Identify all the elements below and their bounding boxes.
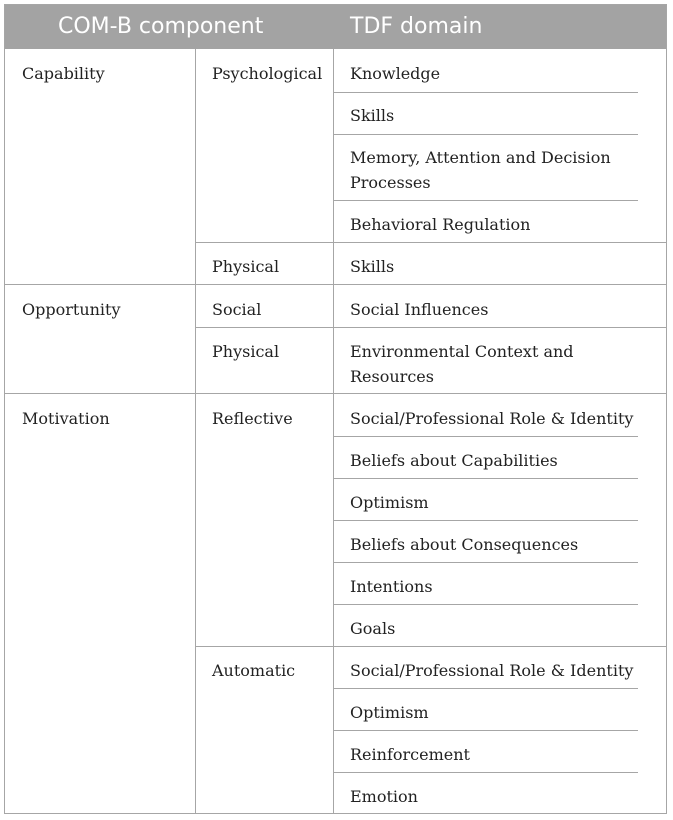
domain-cell: Optimism	[350, 703, 429, 722]
group-divider	[5, 393, 666, 394]
domain-cell: Beliefs about Capabilities	[350, 451, 558, 470]
subcomponent-physical: Physical	[212, 342, 280, 361]
table-header	[5, 5, 666, 49]
header-tdf-domain: TDF domain	[350, 14, 483, 39]
domain-divider	[333, 134, 638, 135]
domain-cell: Skills	[350, 106, 395, 125]
subcomponent-psychological: Psychological	[212, 64, 323, 83]
domain-cell: Social/Professional Role & Identity	[350, 409, 634, 428]
domain-divider	[333, 436, 638, 437]
domain-cell: Processes	[350, 173, 431, 192]
comb-tdf-table	[4, 4, 667, 814]
domain-divider	[333, 562, 638, 563]
domain-cell: Knowledge	[350, 64, 441, 83]
domain-cell: Goals	[350, 619, 396, 638]
domain-divider	[333, 730, 638, 731]
domain-cell: Emotion	[350, 787, 418, 806]
domain-cell: Intentions	[350, 577, 433, 596]
domain-cell: Optimism	[350, 493, 429, 512]
subgroup-divider	[195, 327, 666, 328]
header-com-b-component: COM-B component	[58, 14, 264, 39]
component-opportunity: Opportunity	[22, 300, 121, 319]
component-motivation: Motivation	[22, 409, 110, 428]
domain-cell: Social/Professional Role & Identity	[350, 661, 634, 680]
column-divider-component	[195, 49, 196, 813]
column-divider-subcomponent	[333, 49, 334, 813]
domain-divider	[333, 604, 638, 605]
subcomponent-automatic: Automatic	[212, 661, 296, 680]
domain-cell: Social Influences	[350, 300, 489, 319]
subcomponent-social: Social	[212, 300, 262, 319]
group-divider	[5, 284, 666, 285]
domain-cell: Memory, Attention and Decision	[350, 148, 611, 167]
subgroup-divider	[195, 646, 666, 647]
component-capability: Capability	[22, 64, 105, 83]
domain-cell: Behavioral Regulation	[350, 215, 531, 234]
domain-divider	[333, 688, 638, 689]
domain-divider	[333, 200, 638, 201]
domain-divider	[333, 772, 638, 773]
domain-cell: Environmental Context and	[350, 342, 574, 361]
domain-cell: Skills	[350, 257, 395, 276]
subgroup-divider	[195, 242, 666, 243]
domain-cell: Resources	[350, 367, 434, 386]
domain-divider	[333, 520, 638, 521]
domain-cell: Reinforcement	[350, 745, 470, 764]
domain-cell: Beliefs about Consequences	[350, 535, 579, 554]
subcomponent-reflective: Reflective	[212, 409, 293, 428]
domain-divider	[333, 92, 638, 93]
subcomponent-physical: Physical	[212, 257, 280, 276]
domain-divider	[333, 478, 638, 479]
